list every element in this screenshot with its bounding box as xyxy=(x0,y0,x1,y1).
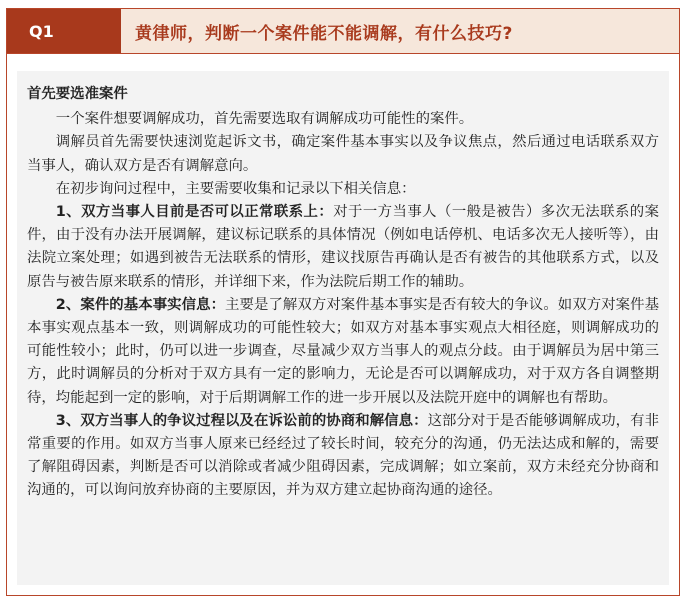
answer-paragraph xyxy=(27,178,659,201)
paragraph-text: 对于一方当事人（一般是被告）多次无法联系的案件，由于没有办法开展调解，建议标记联系的具体情况（例如电话停机、电话多次无人接听等），由法院立案处理；如遇到被告无法联系的情形，建议找原告再确认是否有被告的其他联系方式，以及原告与被告原来联系的情形，并详细下来，作为法院后期工作的辅助。 xyxy=(27,204,659,290)
paragraph-text: 调解员首先需要快速浏览起诉文书，确定案件基本事实以及争议焦点，然后通过电话联系双方当事人，确认双方是否有调解意向。 xyxy=(27,134,659,174)
answer-content xyxy=(17,71,669,585)
answer-paragraph xyxy=(27,108,659,131)
qa-card xyxy=(6,8,680,596)
paragraph-text: 在初步询问过程中，主要需要收集和记录以下相关信息： xyxy=(55,180,416,197)
paragraph-lead: 1、双方当事人目前是否可以正常联系上： xyxy=(55,204,334,221)
answer-paragraph xyxy=(27,294,659,410)
question-number-badge: Q1 xyxy=(7,9,121,53)
answer-paragraph xyxy=(27,131,659,177)
answer-paragraph xyxy=(27,201,659,294)
question-header xyxy=(7,9,679,54)
question-title: 黄律师，判断一个案件能不能调解，有什么技巧? xyxy=(135,23,513,44)
paragraph-lead: 2、案件的基本事实信息： xyxy=(55,296,226,313)
paragraph-text: 这部分对于是否能够调解成功，有非常重要的作用。如双方当事人原来已经经过了较长时间，较充分的沟通，仍无法达成和解的，需要了解阻碍因素，判断是否可以消除或者减少阻碍因素，完成调解；如立案前，双方未经充分协商和沟通的，可以询问放弃协商的主要原因，并为双方建立起协商沟通的途径。 xyxy=(27,412,659,499)
section-title: 首先要选准案件 xyxy=(27,86,128,102)
paragraph-lead: 3、双方当事人的争议过程以及在诉讼前的协商和解信息： xyxy=(55,412,428,429)
answer-paragraph xyxy=(27,410,659,503)
paragraph-text: 一个案件想要调解成功，首先需要选取有调解成功可能性的案件。 xyxy=(55,111,474,128)
paragraph-text: 主要是了解双方对案件基本事实是否有较大的争议。如双方对案件基本事实观点基本一致，则调解成功的可能性较大；如双方对基本事实观点大相径庭，则调解成功的可能性较小；此时，仍可以进一步调查，尽量减少双方当事人的观点分歧。由于调解员为居中第三方，此时调解员的分析对于双方具有一定的影响力，无论是否可以调解成功，对于双方各自调整期待，均能起到一定的影响，对于后期调解工作的进一步开展以及法院开庭中的调解也有帮助。 xyxy=(27,296,660,406)
